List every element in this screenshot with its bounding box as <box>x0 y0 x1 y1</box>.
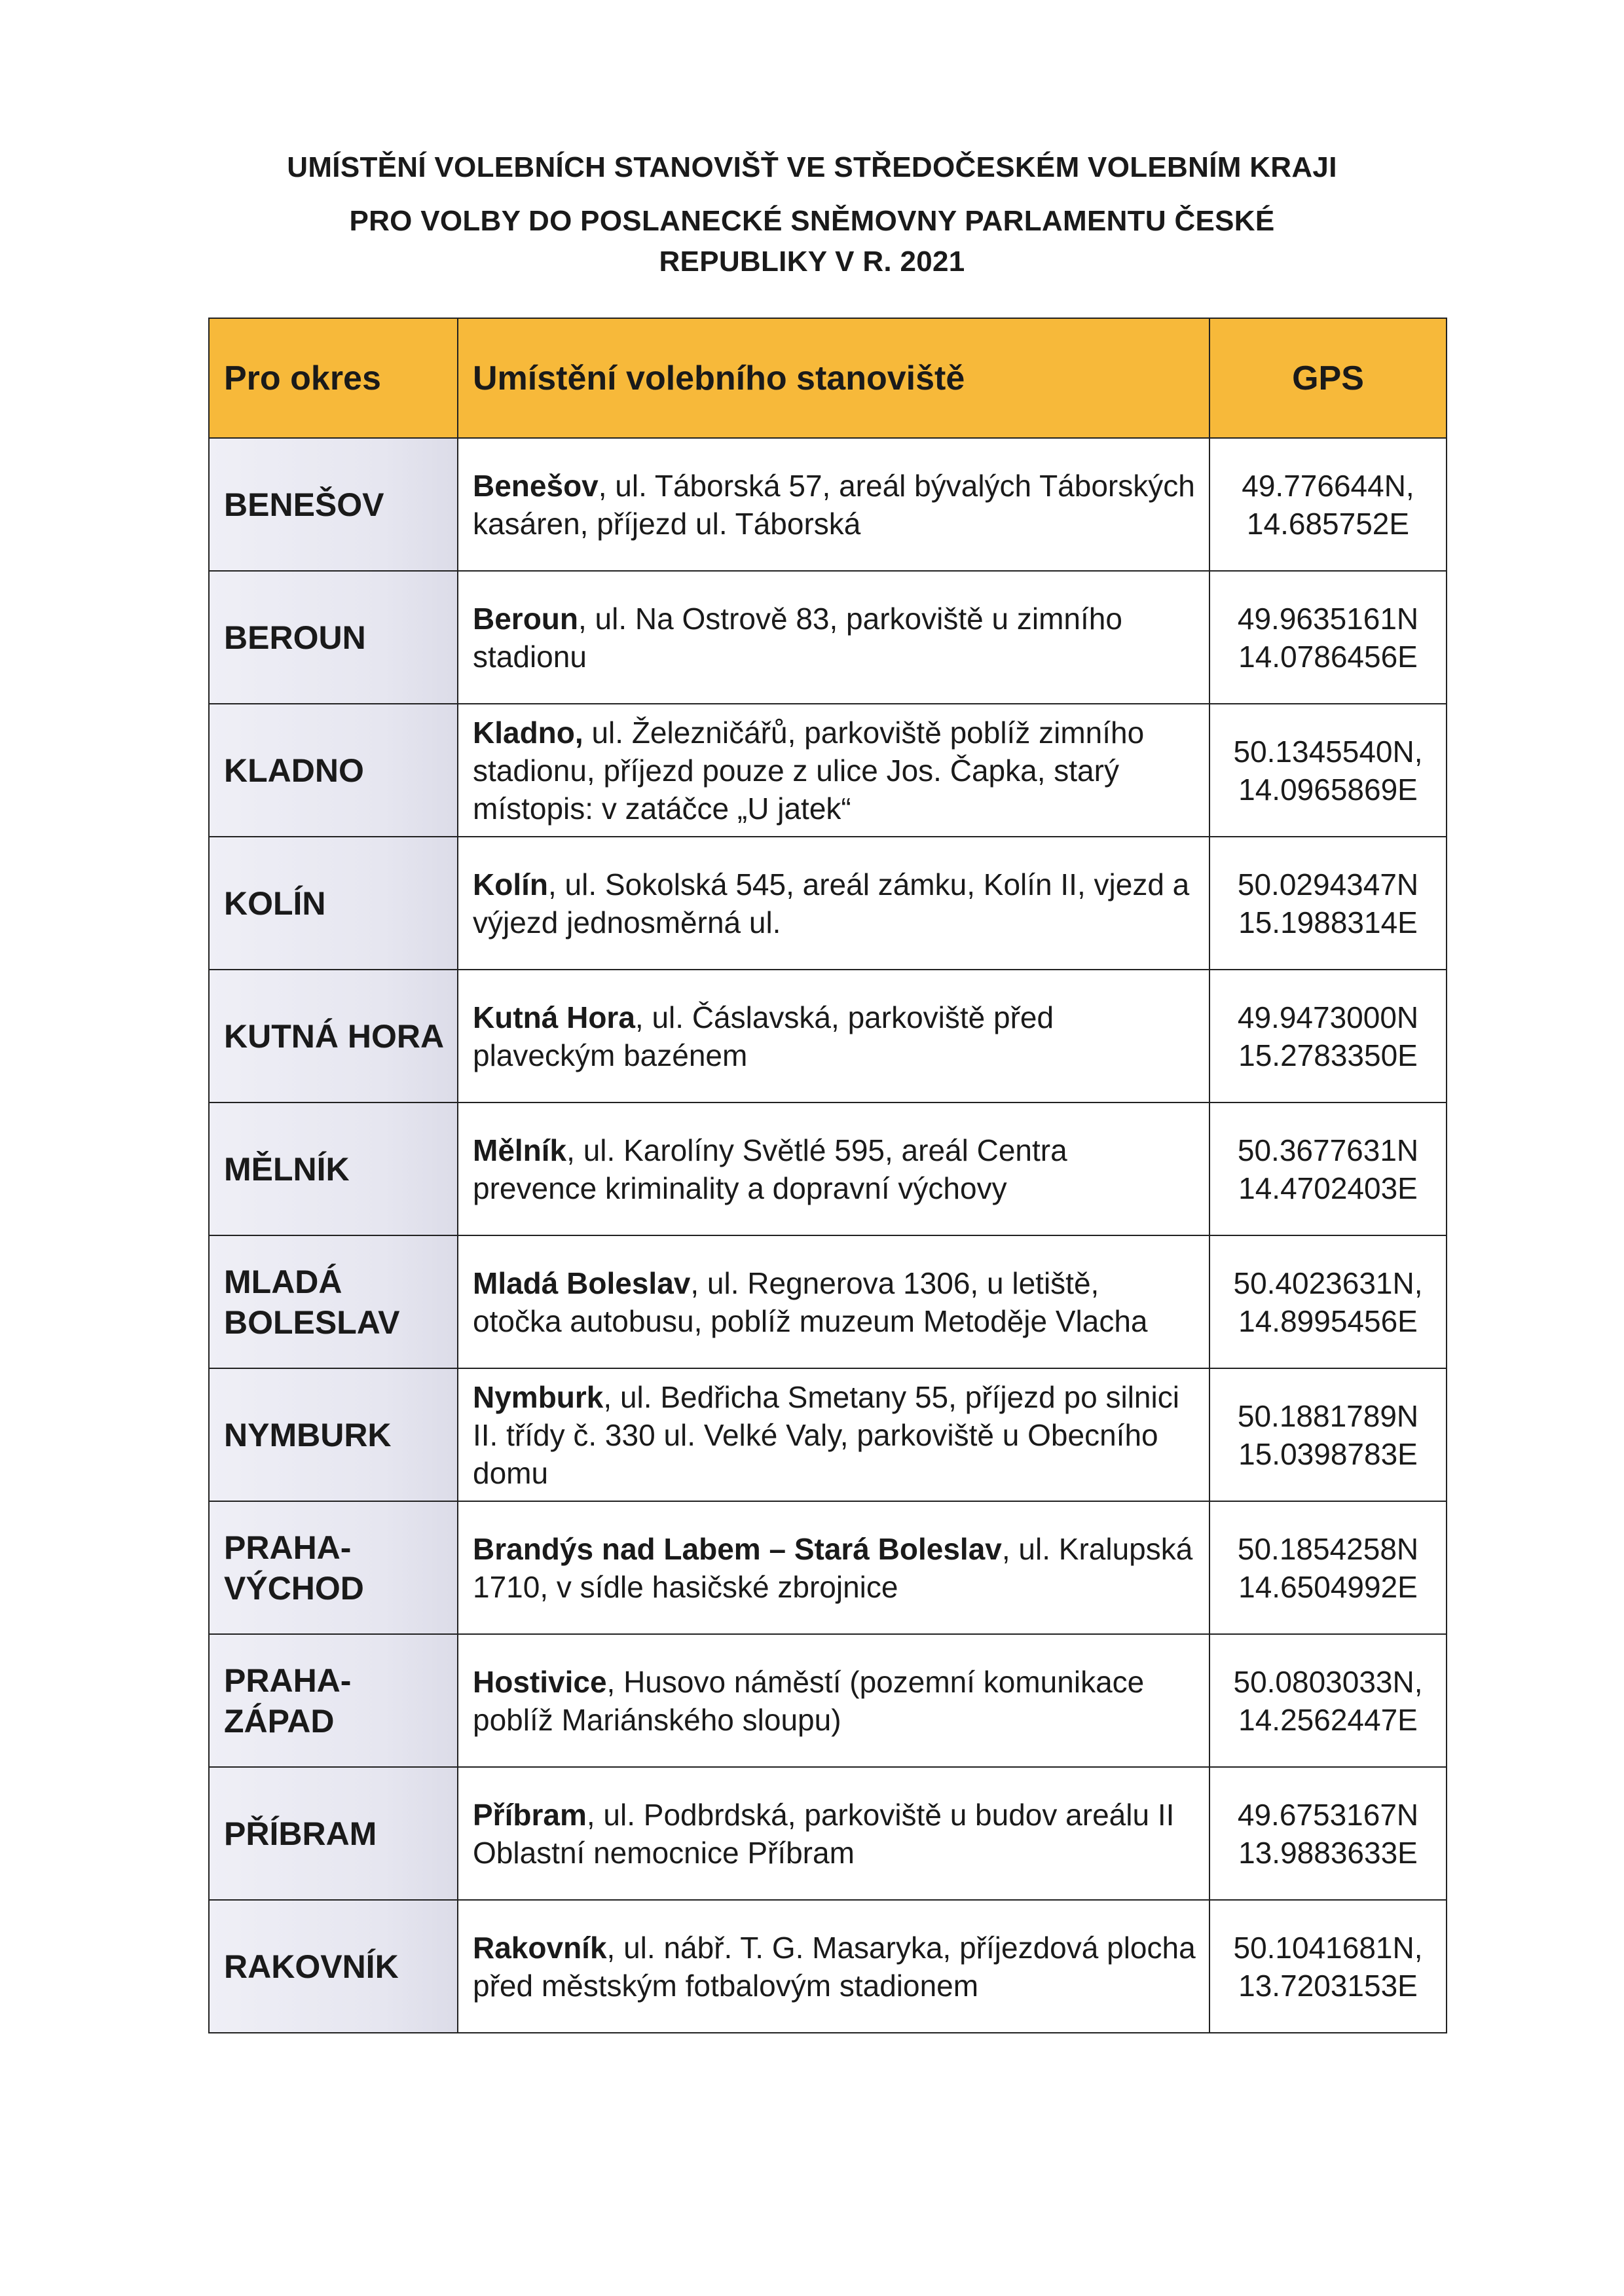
document-title <box>0 147 1624 282</box>
gps-longitude: 14.2562447E <box>1238 1702 1418 1737</box>
table-row <box>209 1767 1447 1900</box>
okres-cell: PRAHA-ZÁPAD <box>209 1634 458 1767</box>
table-row <box>209 1634 1447 1767</box>
location-place: Hostivice <box>473 1664 607 1699</box>
location-place: Mladá Boleslav <box>473 1266 691 1300</box>
location-place: Brandýs nad Labem – Stará Boleslav <box>473 1531 1002 1566</box>
location-address: , ul. Regnerova 1306, u letiště, otočka autobusu, poblíž muzeum Metoděje Vlacha <box>473 1266 1148 1338</box>
okres-cell: PRAHA-VÝCHOD <box>209 1501 458 1634</box>
gps-cell <box>1209 1634 1447 1767</box>
table-row <box>209 970 1447 1102</box>
gps-latitude: 50.3677631N <box>1237 1133 1419 1167</box>
location-cell <box>458 571 1209 704</box>
gps-longitude: 14.8995456E <box>1238 1303 1418 1338</box>
gps-latitude: 50.1345540N, <box>1233 734 1423 769</box>
gps-longitude: 13.7203153E <box>1238 1968 1418 2003</box>
table-row <box>209 1900 1447 2033</box>
okres-cell: NYMBURK <box>209 1368 458 1501</box>
gps-cell <box>1209 1900 1447 2033</box>
location-cell <box>458 1235 1209 1368</box>
table-row <box>209 571 1447 704</box>
table-header-row <box>209 318 1447 438</box>
location-place: Rakovník <box>473 1930 607 1965</box>
location-place: Kladno, <box>473 715 583 750</box>
gps-cell <box>1209 837 1447 970</box>
gps-longitude: 14.6504992E <box>1238 1569 1418 1604</box>
location-cell <box>458 1102 1209 1235</box>
location-address: , ul. Na Ostrově 83, parkoviště u zimního stadionu <box>473 601 1122 674</box>
title-line-3: REPUBLIKY V R. 2021 <box>659 246 965 278</box>
gps-latitude: 50.4023631N, <box>1233 1266 1423 1300</box>
gps-latitude: 50.1041681N, <box>1233 1930 1423 1965</box>
okres-cell: KUTNÁ HORA <box>209 970 458 1102</box>
gps-longitude: 14.4702403E <box>1238 1171 1418 1205</box>
table-row <box>209 1501 1447 1634</box>
location-place: Mělník <box>473 1133 567 1167</box>
location-cell <box>458 1900 1209 2033</box>
gps-latitude: 49.6753167N <box>1237 1797 1419 1832</box>
table-row <box>209 1368 1447 1501</box>
okres-cell: KLADNO <box>209 704 458 837</box>
location-cell <box>458 1501 1209 1634</box>
location-address: , ul. Podbrdská, parkoviště u budov areálu II Oblastní nemocnice Příbram <box>473 1797 1175 1870</box>
gps-latitude: 49.776644N, <box>1242 468 1414 503</box>
location-place: Kolín <box>473 867 548 902</box>
gps-latitude: 50.0803033N, <box>1233 1664 1423 1699</box>
table-row <box>209 438 1447 571</box>
gps-longitude: 14.685752E <box>1246 506 1410 541</box>
table-row <box>209 1235 1447 1368</box>
location-address: , ul. nábř. T. G. Masaryka, příjezdová plocha před městským fotbalovým stadionem <box>473 1930 1196 2003</box>
gps-cell <box>1209 438 1447 571</box>
location-address: ul. Železničářů, parkoviště poblíž zimního stadionu, příjezd pouze z ulice Jos. Čapka, starý místopis: v zatáčce „U jatek“ <box>473 715 1145 826</box>
gps-longitude: 13.9883633E <box>1238 1835 1418 1870</box>
location-address: , Husovo náměstí (pozemní komunikace poblíž Mariánského sloupu) <box>473 1664 1145 1737</box>
header-location: Umístění volebního stanoviště <box>458 318 1209 438</box>
location-cell <box>458 704 1209 837</box>
location-place: Beroun <box>473 601 578 636</box>
gps-latitude: 49.9473000N <box>1237 1000 1419 1034</box>
polling-stations-table <box>208 318 1447 2033</box>
gps-longitude: 14.0965869E <box>1238 772 1418 807</box>
gps-cell <box>1209 1368 1447 1501</box>
table-body <box>209 438 1447 2033</box>
table-row <box>209 837 1447 970</box>
table-row <box>209 704 1447 837</box>
location-address: , ul. Bedřicha Smetany 55, příjezd po silnici II. třídy č. 330 ul. Velké Valy, parkoviště u Obecního domu <box>473 1379 1179 1490</box>
location-place: Příbram <box>473 1797 587 1832</box>
okres-cell: RAKOVNÍK <box>209 1900 458 2033</box>
title-line-2: PRO VOLBY DO POSLANECKÉ SNĚMOVNY PARLAMENTU ČESKÉ <box>349 205 1275 237</box>
location-cell <box>458 970 1209 1102</box>
table-row <box>209 1102 1447 1235</box>
okres-cell: MLADÁ BOLESLAV <box>209 1235 458 1368</box>
gps-latitude: 49.9635161N <box>1237 601 1419 636</box>
okres-cell: BENEŠOV <box>209 438 458 571</box>
title-line-1: UMÍSTĚNÍ VOLEBNÍCH STANOVIŠŤ VE STŘEDOČESKÉM VOLEBNÍM KRAJI <box>287 151 1337 183</box>
location-cell <box>458 1368 1209 1501</box>
location-cell <box>458 837 1209 970</box>
location-cell <box>458 1767 1209 1900</box>
gps-cell <box>1209 1235 1447 1368</box>
okres-cell: MĚLNÍK <box>209 1102 458 1235</box>
location-place: Benešov <box>473 468 599 503</box>
header-okres: Pro okres <box>209 318 458 438</box>
gps-latitude: 50.1881789N <box>1237 1398 1419 1433</box>
gps-longitude: 15.0398783E <box>1238 1436 1418 1471</box>
okres-cell: PŘÍBRAM <box>209 1767 458 1900</box>
gps-cell <box>1209 571 1447 704</box>
location-address: , ul. Karolíny Světlé 595, areál Centra prevence kriminality a dopravní výchovy <box>473 1133 1067 1205</box>
location-address: , ul. Táborská 57, areál bývalých Táborských kasáren, příjezd ul. Táborská <box>473 468 1195 541</box>
location-place: Nymburk <box>473 1379 604 1414</box>
gps-cell <box>1209 1501 1447 1634</box>
gps-cell <box>1209 1767 1447 1900</box>
location-place: Kutná Hora <box>473 1000 635 1034</box>
gps-cell <box>1209 704 1447 837</box>
gps-cell <box>1209 970 1447 1102</box>
location-cell <box>458 1634 1209 1767</box>
gps-longitude: 15.2783350E <box>1238 1038 1418 1072</box>
gps-cell <box>1209 1102 1447 1235</box>
header-gps: GPS <box>1209 318 1447 438</box>
location-address: , ul. Čáslavská, parkoviště před plaveckým bazénem <box>473 1000 1054 1072</box>
okres-cell: BEROUN <box>209 571 458 704</box>
gps-latitude: 50.0294347N <box>1237 867 1419 902</box>
location-address: , ul. Sokolská 545, areál zámku, Kolín II, vjezd a výjezd jednosměrná ul. <box>473 867 1190 939</box>
location-cell <box>458 438 1209 571</box>
gps-latitude: 50.1854258N <box>1237 1531 1419 1566</box>
okres-cell: KOLÍN <box>209 837 458 970</box>
location-address: , ul. Kralupská 1710, v sídle hasičské zbrojnice <box>473 1531 1193 1604</box>
gps-longitude: 15.1988314E <box>1238 905 1418 939</box>
gps-longitude: 14.0786456E <box>1238 639 1418 674</box>
